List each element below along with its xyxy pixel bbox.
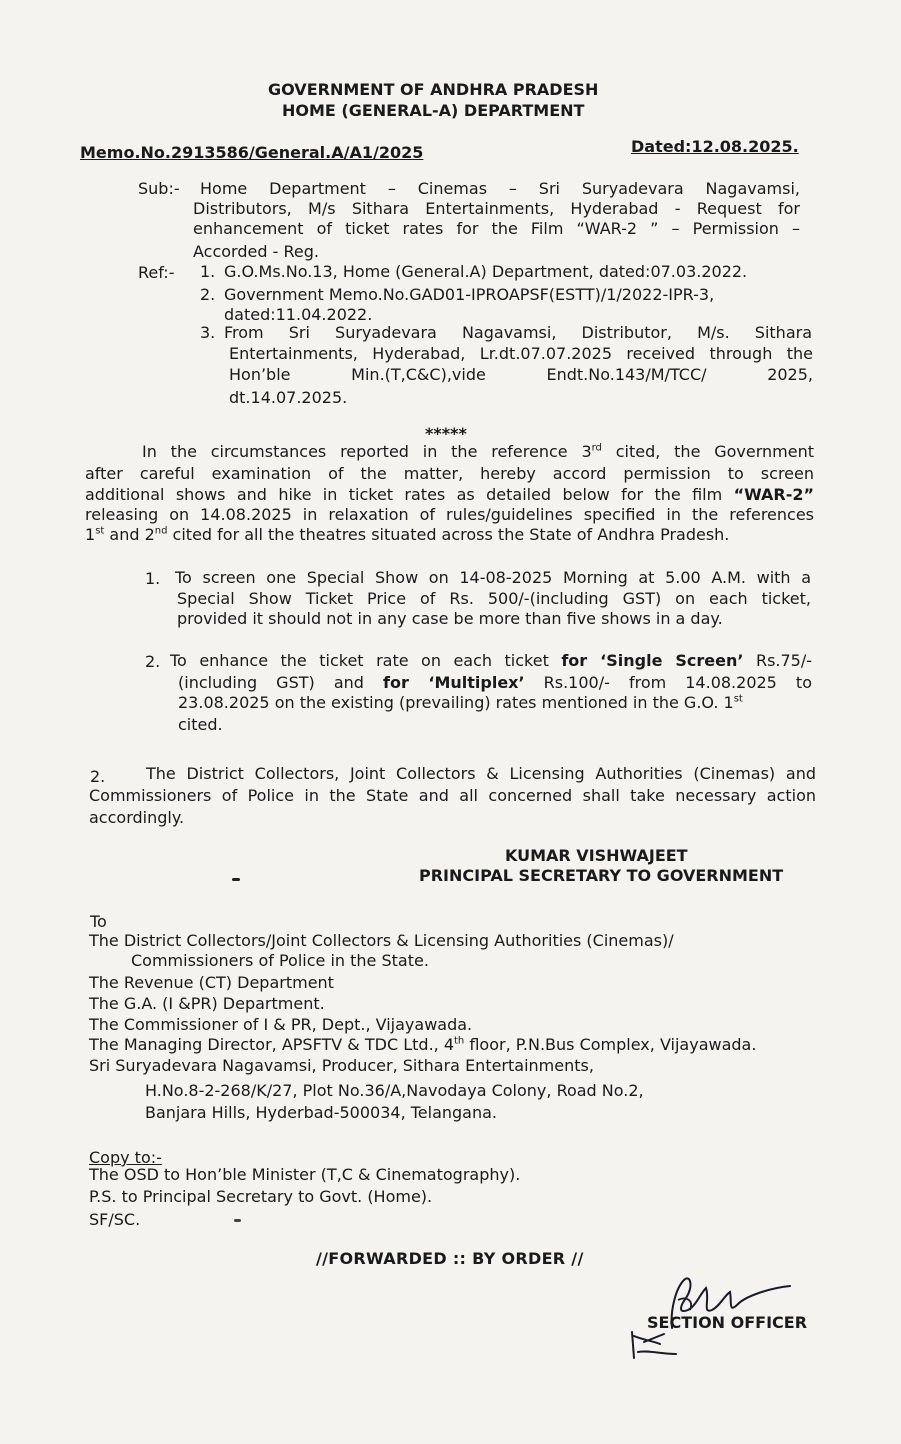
forwarded-line: //FORWARDED :: BY ORDER // [316,1249,584,1268]
body-line: after careful examination of the matter, hereby accord permission to screen [85,464,814,483]
subject-line: enhancement of ticket rates for the Film “WAR-2 ” – Permission – [193,219,800,238]
to-label: To [90,912,107,931]
to-line: H.No.8-2-268/K/27, Plot No.36/A,Navodaya Colony, Road No.2, [145,1081,644,1100]
order-item-number: 2. [145,652,161,671]
order-item-line: To screen one Special Show on 14-08-2025 Morning at 5.00 A.M. with a [175,568,811,587]
order-item-line: Special Show Ticket Price of Rs. 500/-(including GST) on each ticket, [177,589,811,608]
to-line: Sri Suryadevara Nagavamsi, Producer, Sithara Entertainments, [89,1056,594,1075]
reference-item-cont: Entertainments, Hyderabad, Lr.dt.07.07.2025 received through the [229,344,813,363]
to-line: Commissioners of Police in the State. [131,951,429,970]
ink-dot [234,1219,241,1222]
to-line: The Managing Director, APSFTV & TDC Ltd., 4th floor, P.N.Bus Complex, Vijayawada. [89,1035,757,1054]
para2-line: Commissioners of Police in the State and all concerned shall take necessary action [89,786,816,805]
para2-number: 2. [90,767,106,786]
order-item-line: provided it should not in any case be more than five shows in a day. [177,609,723,628]
body-line: 1st and 2nd cited for all the theatres situated across the State of Andhra Pradesh. [85,525,730,544]
body-line: additional shows and hike in ticket rates as detailed below for the film “WAR-2” [85,485,814,504]
order-item-line: To enhance the ticket rate on each ticket for ‘Single Screen’ Rs.75/- [170,651,813,670]
reference-item: 2. Government Memo.No.GAD01-IPROAPSF(ESTT)/1/2022-IPR-3, [200,285,715,304]
copy-to-line: P.S. to Principal Secretary to Govt. (Home). [89,1187,433,1206]
signatory-name: KUMAR VISHWAJEET [505,846,688,865]
section-officer-label: SECTION OFFICER [647,1313,808,1332]
reference-item: 3. From Sri Suryadevara Nagavamsi, Distributor, M/s. Sithara [200,323,812,342]
order-item-line: cited. [178,715,223,734]
subject-line: Home Department – Cinemas – Sri Suryadevara Nagavamsi, [200,179,800,198]
body-line: In the circumstances reported in the reference 3rd cited, the Government [142,442,814,461]
ink-dot [232,878,240,881]
to-line: The Revenue (CT) Department [89,973,334,992]
copy-to-label: Copy to:- [89,1148,162,1167]
copy-to-line: SF/SC. [89,1210,141,1229]
reference-item-cont: Hon’ble Min.(T,C&C),vide Endt.No.143/M/TCC/ 2025, [229,365,813,384]
reference-item: 1. G.O.Ms.No.13, Home (General.A) Department, dated:07.03.2022. [200,262,748,281]
department-heading: HOME (GENERAL-A) DEPARTMENT [282,101,585,120]
to-line: The Commissioner of I & PR, Dept., Vijayawada. [89,1015,473,1034]
memo-number: Memo.No.2913586/General.A/A1/2025 [80,143,424,162]
order-item-number: 1. [145,569,161,588]
para2-line: The District Collectors, Joint Collectors & Licensing Authorities (Cinemas) and [146,764,816,783]
subject-line: Distributors, M/s Sithara Entertainments, Hyderabad - Request for [193,199,800,218]
reference-item-cont: dated:11.04.2022. [224,305,373,324]
para2-line: accordingly. [89,808,185,827]
copy-to-line: The OSD to Hon’ble Minister (T,C & Cinematography). [89,1165,521,1184]
to-line: The G.A. (I &PR) Department. [89,994,325,1013]
reference-item-cont: dt.14.07.2025. [229,388,348,407]
references-label: Ref:- [138,263,175,282]
separator: ***** [425,424,467,443]
order-item-line: 23.08.2025 on the existing (prevailing) rates mentioned in the G.O. 1st [178,693,743,712]
subject-label: Sub:- [138,179,180,198]
memo-date: Dated:12.08.2025. [631,137,799,156]
subject-line: Accorded - Reg. [193,242,319,261]
order-item-line: (including GST) and for ‘Multiplex’ Rs.100/- from 14.08.2025 to [178,673,812,692]
to-line: Banjara Hills, Hyderbad-500034, Telangana. [145,1103,498,1122]
signatory-title: PRINCIPAL SECRETARY TO GOVERNMENT [419,866,784,885]
government-heading: GOVERNMENT OF ANDHRA PRADESH [268,80,599,99]
body-line: releasing on 14.08.2025 in relaxation of rules/guidelines specified in the references [85,505,814,524]
to-line: The District Collectors/Joint Collectors & Licensing Authorities (Cinemas)/ [89,931,674,950]
